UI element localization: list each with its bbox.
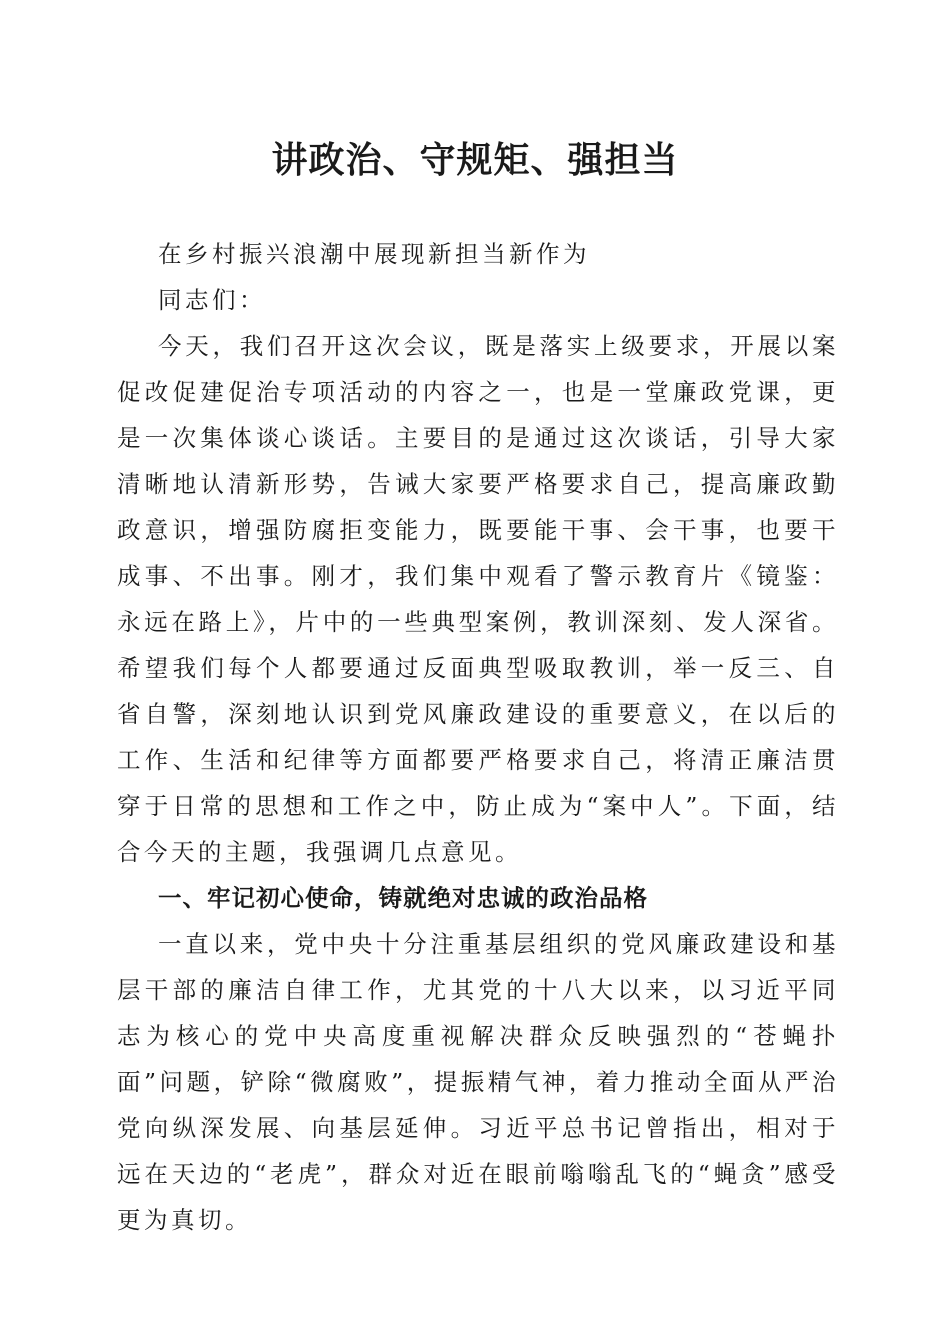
section-heading: 一、牢记初心使命，铸就绝对忠诚的政治品格 (158, 884, 648, 912)
document-title: 讲政治、守规矩、强担当 (271, 139, 679, 181)
subtitle: 在乡村振兴浪潮中展现新担当新作为 (158, 240, 590, 268)
intro-paragraph: 今天，我们召开这次会议，既是落实上级要求，开展以案促改促建促治专项活动的内容之一，也是一堂廉政党课，更是一次集体谈心谈话。主要目的是通过这次谈话，引导大家清晰地认清新形势，告诫大家要严格要求自己，提高廉政勤政意识，增强防腐拒变能力，既要能干事、会干事，也要干成事、不出事。刚才，我们集中观看了警示教育片《镜鉴：永远在路上》，片中的一些典型案例，教训深刻、发人深省。希望我们每个人都要通过反面典型吸取教训，举一反三、自省自警，深刻地认识到党风廉政建设的重要意义，在以后的工作、生活和纪律等方面都要严格要求自己，将清正廉洁贯穿于日常的思想和工作之中，防止成为“案中人”。下面，结合今天的主题，我强调几点意见。 (117, 332, 839, 866)
salutation: 同志们： (158, 286, 266, 314)
section-paragraph: 一直以来，党中央十分注重基层组织的党风廉政建设和基层干部的廉洁自律工作，尤其党的十八大以来，以习近平同志为核心的党中央高度重视解决群众反映强烈的“苍蝇扑面”问题，铲除“微腐败”，提振精气神，着力推动全面从严治党向纵深发展、向基层延伸。习近平总书记曾指出，相对于远在天边的“老虎”，群众对近在眼前嗡嗡乱飞的“蝇贪”感受更为真切。 (117, 930, 839, 1234)
document-body (117, 231, 839, 1243)
